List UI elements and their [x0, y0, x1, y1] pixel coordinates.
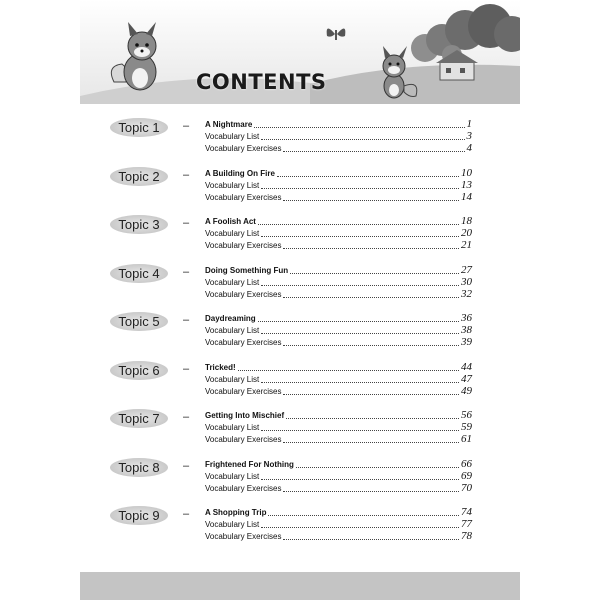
sub-entry[interactable] — [205, 421, 472, 433]
entry-title: Vocabulary Exercises — [205, 192, 282, 202]
page-number: 61 — [461, 433, 472, 446]
sub-entry[interactable] — [205, 239, 472, 251]
dot-leader — [283, 539, 459, 540]
page-title: CONTENTS — [196, 70, 327, 94]
dot-leader — [261, 188, 459, 189]
page-number: 1 — [466, 118, 472, 130]
page-number: 4 — [466, 142, 472, 155]
topic-dash: – — [183, 168, 190, 181]
page-number: 44 — [461, 360, 472, 373]
sub-entry[interactable] — [205, 373, 472, 385]
entry-title: Vocabulary List — [205, 471, 260, 481]
topic-label: Topic 7 — [110, 409, 168, 428]
entry-title: Vocabulary List — [205, 277, 260, 287]
chapter-entry[interactable] — [205, 312, 472, 324]
topic-dash: – — [183, 362, 190, 375]
topic-block — [110, 409, 478, 449]
topic-label: Topic 5 — [110, 312, 168, 331]
topic-block — [110, 118, 478, 158]
entry-title: Vocabulary Exercises — [205, 435, 282, 445]
page-number: 18 — [461, 215, 472, 227]
page-number: 38 — [461, 324, 472, 337]
entry-title: Doing Something Fun — [205, 265, 289, 275]
dot-leader — [254, 127, 464, 128]
dot-leader — [261, 382, 459, 383]
page-number: 30 — [461, 275, 472, 288]
sub-entry[interactable] — [205, 336, 472, 348]
topic-label: Topic 2 — [110, 167, 168, 186]
entry-title: A Building On Fire — [205, 168, 275, 178]
sub-entry[interactable] — [205, 130, 472, 142]
sub-entry[interactable] — [205, 518, 472, 530]
topic-block — [110, 361, 478, 401]
entry-title: A Foolish Act — [205, 217, 256, 226]
page-number: 77 — [461, 518, 472, 531]
page-number: 78 — [461, 530, 472, 543]
entry-title: Frightened For Nothing — [205, 459, 294, 469]
page-number: 20 — [461, 227, 472, 240]
page-number: 13 — [461, 178, 472, 191]
topic-block — [110, 215, 478, 255]
chapter-entry[interactable] — [205, 458, 472, 470]
entry-title: Vocabulary Exercises — [205, 338, 282, 348]
topic-dash: – — [183, 508, 190, 520]
page-number: 69 — [461, 469, 472, 482]
dot-leader — [238, 370, 459, 371]
entry-title: Vocabulary List — [205, 180, 260, 190]
chapter-entry[interactable] — [205, 264, 472, 276]
topic-block — [110, 167, 478, 207]
topic-block — [110, 458, 478, 498]
dot-leader — [283, 442, 459, 443]
chapter-entry[interactable] — [205, 409, 472, 421]
entry-title: A Nightmare — [205, 120, 253, 129]
topic-block — [110, 264, 478, 304]
entry-title: Tricked! — [205, 362, 236, 372]
chapter-entry[interactable] — [205, 167, 472, 179]
page-number: 56 — [461, 409, 472, 421]
entry-title: Vocabulary Exercises — [205, 386, 282, 396]
sub-entry[interactable] — [205, 482, 472, 494]
dot-leader — [261, 139, 464, 140]
chapter-entry[interactable] — [205, 361, 472, 373]
topic-label: Topic 9 — [110, 506, 168, 525]
page-number: 32 — [461, 287, 472, 300]
topic-label: Topic 1 — [110, 118, 168, 137]
dot-leader — [283, 297, 459, 298]
sub-entry[interactable] — [205, 385, 472, 397]
page-number: 39 — [461, 336, 472, 349]
dot-leader — [283, 345, 459, 346]
dot-leader — [277, 176, 459, 177]
sub-entry[interactable] — [205, 179, 472, 191]
entry-title: Vocabulary Exercises — [205, 144, 282, 154]
sub-entry[interactable] — [205, 433, 472, 445]
dot-leader — [283, 491, 459, 492]
dot-leader — [261, 430, 459, 431]
dot-leader — [258, 224, 459, 225]
dot-leader — [268, 515, 459, 516]
dot-leader — [283, 394, 459, 395]
footer-band — [80, 572, 520, 600]
page-number: 66 — [461, 457, 472, 470]
dot-leader — [261, 479, 459, 480]
topic-block — [110, 506, 478, 546]
topic-label: Topic 8 — [110, 458, 168, 477]
sub-entry[interactable] — [205, 227, 472, 239]
chapter-entry[interactable] — [205, 215, 472, 227]
sub-entry[interactable] — [205, 470, 472, 482]
dot-leader — [261, 285, 459, 286]
entry-title: A Shopping Trip — [205, 508, 267, 517]
dot-leader — [283, 200, 459, 201]
entry-title: Vocabulary Exercises — [205, 483, 282, 493]
sub-entry[interactable] — [205, 288, 472, 300]
entry-title: Vocabulary List — [205, 423, 260, 433]
page-number: 14 — [461, 190, 472, 203]
chapter-entry[interactable] — [205, 506, 472, 518]
page-number: 74 — [461, 506, 472, 518]
entry-title: Vocabulary List — [205, 229, 260, 239]
topic-label: Topic 4 — [110, 264, 168, 283]
entry-title: Vocabulary List — [205, 326, 260, 336]
dot-leader — [286, 418, 459, 419]
entry-title: Vocabulary List — [205, 374, 260, 384]
entry-title: Vocabulary List — [205, 132, 260, 142]
topic-label: Topic 3 — [110, 215, 168, 234]
entry-title: Getting Into Mischief — [205, 411, 285, 420]
topic-dash: – — [183, 265, 190, 278]
dot-leader — [261, 527, 459, 528]
page-number: 27 — [461, 263, 472, 276]
sub-entry[interactable] — [205, 324, 472, 336]
topic-dash: – — [183, 217, 190, 229]
dot-leader — [283, 151, 464, 152]
entry-title: Vocabulary Exercises — [205, 532, 282, 542]
dot-leader — [290, 273, 459, 274]
page-number: 36 — [461, 312, 472, 324]
dot-leader — [261, 333, 459, 334]
dot-leader — [261, 236, 459, 237]
entry-title: Vocabulary List — [205, 520, 260, 530]
topic-dash: – — [183, 120, 190, 132]
entry-title: Vocabulary Exercises — [205, 241, 282, 251]
page-number: 3 — [466, 130, 472, 143]
page-number: 70 — [461, 481, 472, 494]
page-number: 47 — [461, 372, 472, 385]
sub-entry[interactable] — [205, 530, 472, 542]
dot-leader — [258, 321, 459, 322]
sub-entry[interactable] — [205, 142, 472, 154]
topic-dash: – — [183, 314, 190, 326]
entry-title: Daydreaming — [205, 314, 256, 323]
page-number: 10 — [461, 166, 472, 179]
page-number: 49 — [461, 384, 472, 397]
topic-block — [110, 312, 478, 352]
sub-entry[interactable] — [205, 276, 472, 288]
topic-dash: – — [183, 459, 190, 472]
page-number: 59 — [461, 421, 472, 434]
topic-label: Topic 6 — [110, 361, 168, 380]
dot-leader — [283, 248, 459, 249]
sub-entry[interactable] — [205, 191, 472, 203]
chapter-entry[interactable] — [205, 118, 472, 130]
topic-dash: – — [183, 411, 190, 423]
page-number: 21 — [461, 239, 472, 252]
entry-title: Vocabulary Exercises — [205, 289, 282, 299]
dot-leader — [296, 467, 459, 468]
